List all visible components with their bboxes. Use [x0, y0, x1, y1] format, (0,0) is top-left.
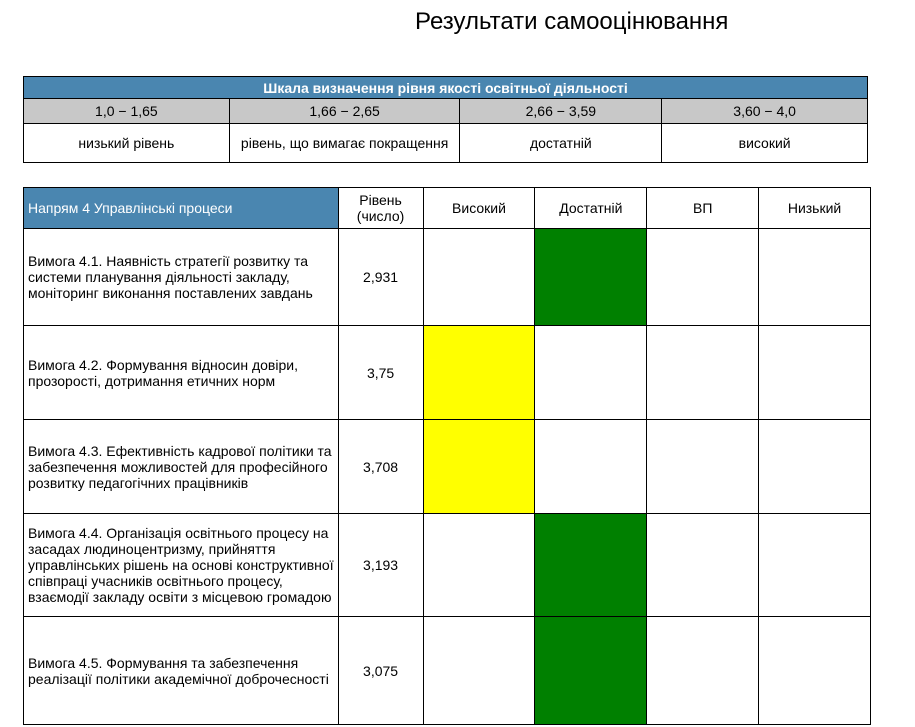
- level-indicator-cell-filled: [535, 514, 647, 617]
- requirement-text: Вимога 4.3. Ефективність кадрової політики та забезпечення можливостей для професійного розвитку педагогічних працівників: [24, 420, 339, 514]
- level-value: 3,193: [338, 514, 423, 617]
- results-header-row: [24, 188, 871, 229]
- level-indicator-cell-filled: [535, 229, 647, 326]
- requirement-text: Вимога 4.5. Формування та забезпечення реалізації політики академічної доброчесності: [24, 617, 339, 725]
- requirement-text: Вимога 4.2. Формування відносин довіри, прозорості, дотримання етичних норм: [24, 326, 339, 420]
- level-value: 3,75: [338, 326, 423, 420]
- scale-level: рівень, що вимагає покращення: [229, 124, 460, 163]
- column-header-sufficient: Достатній: [535, 188, 647, 229]
- scale-range: 2,66 − 3,59: [460, 99, 662, 124]
- level-indicator-cell: [647, 514, 759, 617]
- level-indicator-cell: [535, 326, 647, 420]
- level-indicator-cell-filled: [535, 617, 647, 725]
- direction-header: Напрям 4 Управлінські процеси: [24, 188, 339, 229]
- level-indicator-cell: [759, 326, 871, 420]
- level-indicator-cell: [759, 229, 871, 326]
- scale-range: 3,60 − 4,0: [662, 99, 868, 124]
- level-indicator-cell: [759, 617, 871, 725]
- scale-range: 1,66 − 2,65: [229, 99, 460, 124]
- level-indicator-cell: [647, 326, 759, 420]
- level-indicator-cell: [647, 229, 759, 326]
- scale-level: достатній: [460, 124, 662, 163]
- scale-range: 1,0 − 1,65: [24, 99, 230, 124]
- scale-levels-row: [24, 124, 868, 163]
- level-indicator-cell-filled: [423, 326, 535, 420]
- level-indicator-cell: [423, 617, 535, 725]
- scale-heading: Шкала визначення рівня якості освітньої діяльності: [24, 77, 868, 99]
- results-table: [23, 187, 871, 725]
- level-indicator-cell: [423, 514, 535, 617]
- column-header-needs-improvement: ВП: [647, 188, 759, 229]
- level-indicator-cell: [423, 229, 535, 326]
- level-number-header: Рівень (число): [338, 188, 423, 229]
- level-indicator-cell: [535, 420, 647, 514]
- column-header-high: Високий: [423, 188, 535, 229]
- scale-ranges-row: [24, 99, 868, 124]
- scale-level: низький рівень: [24, 124, 230, 163]
- table-row: [24, 514, 871, 617]
- table-row: [24, 229, 871, 326]
- level-indicator-cell: [647, 420, 759, 514]
- level-indicator-cell: [759, 514, 871, 617]
- level-value: 3,075: [338, 617, 423, 725]
- scale-heading-row: [24, 77, 868, 99]
- level-indicator-cell: [647, 617, 759, 725]
- table-row: [24, 617, 871, 725]
- level-value: 2,931: [338, 229, 423, 326]
- page-title-text: Результати самооцінювання: [415, 8, 729, 35]
- quality-scale-table: [23, 76, 868, 163]
- table-row: [24, 420, 871, 514]
- requirement-text: Вимога 4.1. Наявність стратегії розвитку та системи планування діяльності закладу, моніторинг виконання поставлених завдань: [24, 229, 339, 326]
- level-indicator-cell-filled: [423, 420, 535, 514]
- table-row: [24, 326, 871, 420]
- column-header-low: Низький: [759, 188, 871, 229]
- level-value: 3,708: [338, 420, 423, 514]
- requirement-text: Вимога 4.4. Організація освітнього процесу на засадах людиноцентризму, прийняття управлінських рішень на основі конструктивної співпраці учасників освітнього процесу, взаємодії закладу освіти з місцевою громадою: [24, 514, 339, 617]
- level-indicator-cell: [759, 420, 871, 514]
- scale-level: високий: [662, 124, 868, 163]
